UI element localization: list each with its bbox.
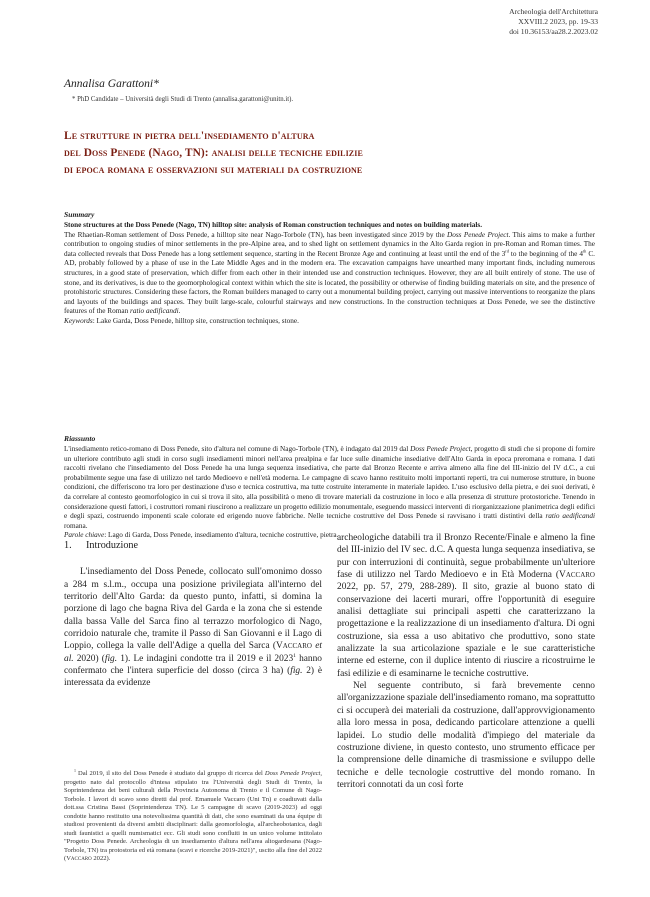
- section-number: 1.: [64, 540, 72, 551]
- journal-name: Archeologia dell'Architettura: [509, 7, 598, 16]
- summary-text: The Rhaetian-Roman settlement of Doss Penede, a hilltop site near Nago-Torbole (TN), has been investigated since 2019 by the Doss Penede Project. This aims to make a further contribution to ongoing studies of minor settlements in the pre-Alpine area, and to shed light on settlement dynamics in the Alto Garda region in pre-Roman and Roman times. The data collected reveals that Doss Penede has a long settlement sequence, starting in the Recent Bronze Age and continuing at least until the end of the 3rd to the beginning of the 4th C. AD, probably followed by a phase of use in the Late Middle Ages and in the modern era. The excavation campaigns have unearthed many important finds, including numerous structures, in a good state of preservation, which differ from each other in their intended use and construction techniques. However, they are all built entirely of stone. The use of stone, and its derivatives, is due to the geomorphological context within which the site is located, the possibility or otherwise of finding building materials on site, and the presence of protohistoric structures. Considering these factors, the Roman builders managed to carry out a monumental building project, carrying out massive interventions to reorganize the plans and layouts of the buildings and spaces. They built large-scale, colourful stairways and new constructions. In the construction techniques at Doss Penede, we see the distinctive features of the Roman ratio aedificandi.: [64, 230, 596, 316]
- riassunto-keywords: Parole chiave: Lago di Garda, Doss Penede, insediamento d'altura, tecniche costruttive, pietra.: [64, 531, 339, 540]
- body-column-right: [337, 532, 595, 791]
- riassunto-text: L'insediamento retico-romano di Doss Penede, sito d'altura nel comune di Nago-Torbole (TN), è indagato dal 2019 dal Doss Penede Project, progetto di studi che si propone di fornire un ulteriore contributo agli studi in corso sugli insediamenti minori nell'area prealpina e far luce sulle dinamiche insediative dell'Alto Garda in epoca preromana e romana. I dati raccolti rivelano che l'insediamento del Doss Penede ha una lunga sequenza insediativa, che parte dal Bronzo Recente e arriva almeno alla fine del III-inizio del IV d.C., a cui probabilmente segue una fase di utilizzo nel tardo Medioevo e nell'età moderna. Le campagne di scavo hanno restituito molti importanti reperti, tra cui numerose strutture, in buone condizioni, che differiscono tra loro per destinazione d'uso e tecnica costruttiva, ma tutte costruite interamente in materiale lapideo. L'uso esclusivo della pietra, e dei suoi derivati, è da correlare al contesto geomorfologico in cui si trova il sito, alla possibilità o meno di trovare materiali da costruzione in loco e alla presenza di strutture protostoriche. Tenendo in considerazione questi fattori, i costruttori romani riuscirono a realizzare un progetto edilizio monumentale, eseguendo massicci interventi di riorganizzazione planimetrica degli edifici e degli spazi, costruendo imponenti scale colorate ed erigendo nuove fabbriche. Nelle tecniche costruttive del Doss Penede si ravvisano i tratti distintivi della ratio aedificandi romana.: [64, 445, 596, 530]
- riassunto-block: [64, 445, 595, 541]
- section-heading: [64, 540, 322, 552]
- summary-block: [64, 221, 595, 327]
- summary-keywords: Keywords: Lake Garda, Doss Penede, hilltop site, construction techniques, stone.: [64, 316, 299, 325]
- article-title: [64, 128, 594, 179]
- title-line-2: del Doss Penede (Nago, TN): analisi delle tecniche edilizie: [64, 147, 363, 159]
- author-affiliation: * PhD Candidate – Università degli Studi di Trento (annalisa.garattoni@unitn.it).: [72, 96, 294, 103]
- author-name: Annalisa Garattoni*: [64, 78, 159, 90]
- title-line-3: di epoca romana e osservazioni sui materiali da costruzione: [64, 164, 363, 176]
- footnote-1: $^1$ Dal 2019, il sito del Doss Penede è studiato dal gruppo di ricerca del Doss Penede Project, progetto nato dal protocollo d'intesa stipulato tra l'Università degli Studi di Trento, la Soprintendenza dei beni culturali della Provincia Autonoma di Trento e il Comune di Nago-Torbole. I lavori di scavo sono diretti dal prof. Emanuele Vaccaro (Uni Tn) e coadiuvati dalla dott.ssa Cristina Bassi (Soprintendenza TN). Le 5 campagne di scavo (2019-2023) ad oggi condotte hanno restituito una notevolissima quantità di dati, che sono esaminati da una équipe di studiosi provenienti da diversi ambiti disciplinari: dalla geomorfologia, all'archeobotanica, dagli studi faunistici a quelli numismatici ecc. Gli studi sono confluiti in un unico volume intitolato "Progetto Doss Penede. Archeologia di un insediamento d'altura nell'area altogardesana (Nago-Torbole, TN) tra protostoria ed età romana (scavi e ricerche 2019-2021)", uscito alla fine del 2022 (Vaccaro 2022).: [64, 767, 322, 863]
- body-paragraph: Nel seguente contributo, si farà brevemente cenno all'organizzazione spaziale dell'insediamento romano, ma soprattutto ci si occuperà dei materiali da costruzione, dall'approvvigionamento alla loro messa in posa, dedicando particolare attenzione a quelli lapidei. Lo studio delle modalità d'impiego del materiale da costruzione diviene, in questo contesto, uno strumento efficace per la comprensione delle dinamiche di trasmissione e sviluppo delle tecniche e delle tecnologie costruttive del mondo romano. In territori connotati da un così forte: [337, 681, 595, 790]
- body-paragraph: archeologiche databili tra il Bronzo Recente/Finale e almeno la fine del III-inizio del IV sec. d.C. A questa lunga sequenza insediativa, se pur con interruzioni di continuità, segue probabilmente un'ulteriore fase di utilizzo nel Tardo Medioevo e in Età Moderna (Vaccaro 2022, pp. 57, 279, 288-289). Il sito, grazie al buono stato di conservazione dei lacerti murari, offre l'opportunità di eseguire analisi dettagliate sui principali aspetti che caratterizzano la progettazione e la realizzazione di un insediamento d'altura. Di ogni costruzione, sia essa a uso abitativo che produttivo, sono state analizzate la sua articolazione spaziale e le sue caratteristiche interne ed esterne, con il duplice intento di riuscire a ricostruirne le fasi edilizie e di esaminarne le tecniche costruttive.: [337, 533, 595, 679]
- section-title: Introduzione: [86, 540, 139, 551]
- journal-header: [509, 7, 598, 37]
- riassunto-label: Riassunto: [64, 434, 96, 443]
- journal-issue: XXVIII.2 2023, pp. 19-33: [518, 17, 598, 26]
- summary-title: Stone structures at the Doss Penede (Nago, TN) hilltop site: analysis of Roman construction techniques and notes on building materials.: [64, 221, 483, 229]
- summary-label: Summary: [64, 210, 95, 219]
- title-line-1: Le strutture in pietra dell'insediamento d'altura: [64, 130, 315, 142]
- body-paragraph: L'insediamento del Doss Penede, collocato sull'omonimo dosso a 284 m s.l.m., occupa una posizione privilegiata all'interno del territorio dell'Alto Garda: da questo punto, infatti, si domina la porzione di lago che bagna Riva del Garda e la zona che si estende dalla bassa Valle del Sarca fino al terrazzo morfologico di Nago, corridoio naturale che, tramite il Passo di San Giovanni e il Lago di Loppio, collega la valle dell'Adige a quella del Sarca (Vaccaro et al. 2020) (fig. 1). Le indagini condotte tra il 2019 e il 2023$^1$ hanno confermato che l'intera superficie del dosso (circa 3 ha) (fig. 2) è interessata da evidenze: [64, 567, 322, 689]
- body-column-left: [64, 540, 322, 690]
- journal-doi: doi 10.36153/aa28.2.2023.02: [509, 27, 598, 36]
- footnote-number: 1: [74, 767, 76, 773]
